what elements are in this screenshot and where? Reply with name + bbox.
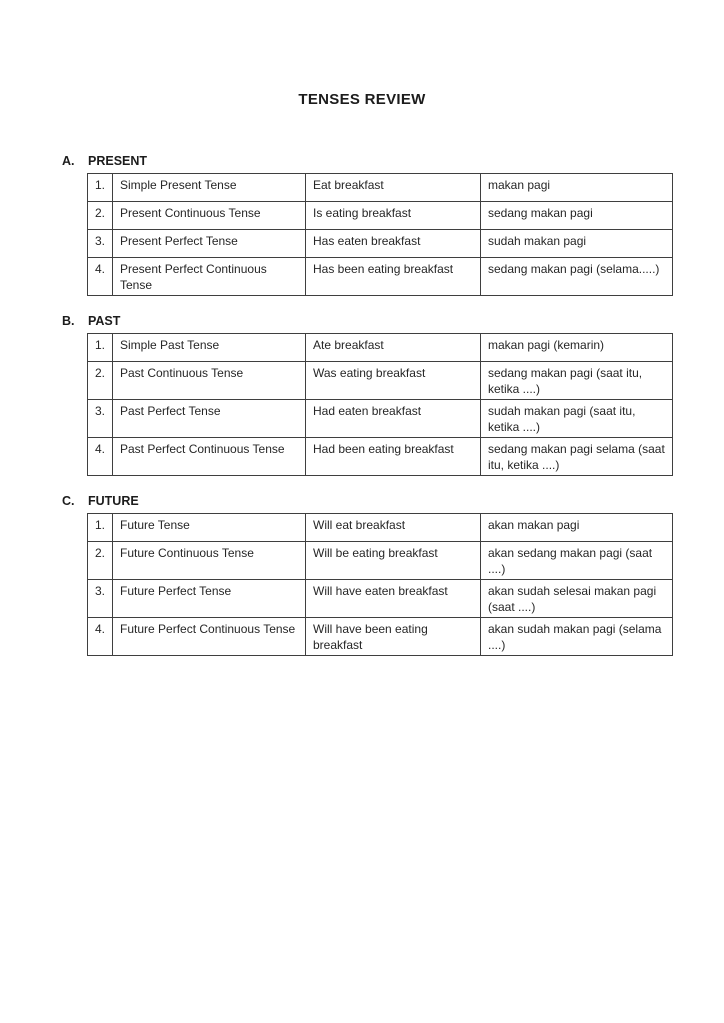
cell-number: 2. xyxy=(88,542,113,580)
cell-example: Ate breakfast xyxy=(306,334,481,362)
cell-number: 2. xyxy=(88,202,113,230)
cell-tense: Past Continuous Tense xyxy=(113,362,306,400)
section-future-heading xyxy=(0,494,724,508)
cell-tense: Future Perfect Tense xyxy=(113,580,306,618)
table-row xyxy=(88,438,673,476)
past-tense-table xyxy=(87,333,673,476)
table-row xyxy=(88,580,673,618)
section-letter: B. xyxy=(62,314,75,328)
cell-example: Will have eaten breakfast xyxy=(306,580,481,618)
table-row xyxy=(88,362,673,400)
section-title: PRESENT xyxy=(88,154,148,168)
cell-tense: Past Perfect Continuous Tense xyxy=(113,438,306,476)
cell-translation: makan pagi (kemarin) xyxy=(481,334,673,362)
section-future xyxy=(0,494,724,656)
table-row xyxy=(88,174,673,202)
cell-example: Will have been eating breakfast xyxy=(306,618,481,656)
document-title: TENSES REVIEW xyxy=(298,91,426,108)
cell-translation: sedang makan pagi xyxy=(481,202,673,230)
cell-translation: sedang makan pagi selama (saat itu, ketika ....) xyxy=(481,438,673,476)
table-row xyxy=(88,514,673,542)
cell-tense: Future Tense xyxy=(113,514,306,542)
table-row xyxy=(88,334,673,362)
cell-translation: sedang makan pagi (saat itu, ketika ....) xyxy=(481,362,673,400)
present-tense-table xyxy=(87,173,673,296)
cell-tense: Future Continuous Tense xyxy=(113,542,306,580)
cell-tense: Future Perfect Continuous Tense xyxy=(113,618,306,656)
table-row xyxy=(88,258,673,296)
cell-example: Will eat breakfast xyxy=(306,514,481,542)
cell-number: 1. xyxy=(88,334,113,362)
cell-translation: akan makan pagi xyxy=(481,514,673,542)
cell-example: Was eating breakfast xyxy=(306,362,481,400)
section-present-heading xyxy=(0,154,724,168)
cell-translation: akan sudah makan pagi (selama ....) xyxy=(481,618,673,656)
cell-number: 3. xyxy=(88,230,113,258)
section-present xyxy=(0,154,724,296)
cell-translation: sedang makan pagi (selama.....) xyxy=(481,258,673,296)
cell-example: Will be eating breakfast xyxy=(306,542,481,580)
cell-translation: sudah makan pagi (saat itu, ketika ....) xyxy=(481,400,673,438)
cell-example: Has been eating breakfast xyxy=(306,258,481,296)
cell-translation: makan pagi xyxy=(481,174,673,202)
cell-tense: Simple Past Tense xyxy=(113,334,306,362)
cell-number: 2. xyxy=(88,362,113,400)
section-title: PAST xyxy=(88,314,121,328)
cell-tense: Present Perfect Tense xyxy=(113,230,306,258)
cell-number: 1. xyxy=(88,174,113,202)
cell-number: 3. xyxy=(88,400,113,438)
table-row xyxy=(88,542,673,580)
cell-example: Had been eating breakfast xyxy=(306,438,481,476)
section-title: FUTURE xyxy=(88,494,139,508)
cell-number: 4. xyxy=(88,618,113,656)
future-tense-table xyxy=(87,513,673,656)
cell-translation: akan sudah selesai makan pagi (saat ....) xyxy=(481,580,673,618)
cell-example: Eat breakfast xyxy=(306,174,481,202)
table-row xyxy=(88,618,673,656)
cell-example: Has eaten breakfast xyxy=(306,230,481,258)
cell-tense: Past Perfect Tense xyxy=(113,400,306,438)
table-row xyxy=(88,230,673,258)
cell-number: 4. xyxy=(88,438,113,476)
cell-number: 3. xyxy=(88,580,113,618)
table-row xyxy=(88,400,673,438)
cell-number: 4. xyxy=(88,258,113,296)
cell-translation: akan sedang makan pagi (saat ....) xyxy=(481,542,673,580)
cell-tense: Present Continuous Tense xyxy=(113,202,306,230)
cell-example: Had eaten breakfast xyxy=(306,400,481,438)
table-row xyxy=(88,202,673,230)
cell-example: Is eating breakfast xyxy=(306,202,481,230)
section-past-heading xyxy=(0,314,724,328)
cell-translation: sudah makan pagi xyxy=(481,230,673,258)
section-past xyxy=(0,314,724,476)
section-letter: A. xyxy=(62,154,75,168)
cell-tense: Simple Present Tense xyxy=(113,174,306,202)
cell-tense: Present Perfect Continuous Tense xyxy=(113,258,306,296)
cell-number: 1. xyxy=(88,514,113,542)
section-letter: C. xyxy=(62,494,75,508)
